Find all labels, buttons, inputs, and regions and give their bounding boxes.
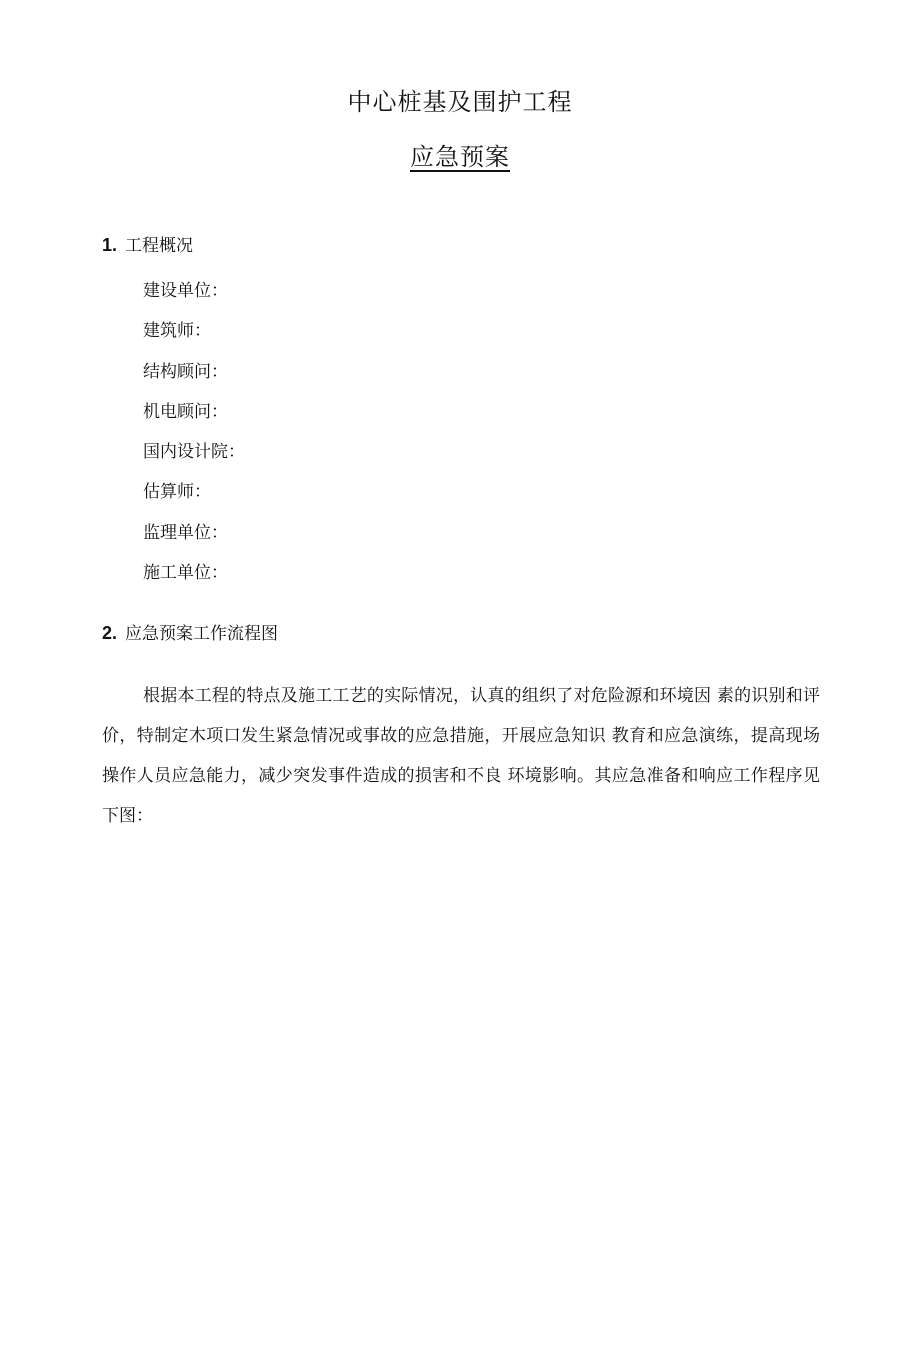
section-1-number: 1.	[102, 235, 118, 255]
project-info-item: 施工单位：	[143, 563, 228, 584]
section-2-heading	[102, 621, 278, 646]
project-info-item: 结构顾问：	[143, 361, 228, 382]
project-info-item: 监理单位：	[143, 522, 228, 543]
section-2-number: 2.	[102, 623, 118, 643]
document-subtitle-text: 应急预案	[410, 143, 510, 171]
project-info-item: 国内设计院：	[143, 442, 245, 463]
document-title: 中心桩基及围护工程	[347, 88, 573, 116]
project-info-list	[143, 278, 245, 600]
section-1-title: 工程概况	[125, 236, 194, 256]
document-subtitle	[0, 142, 920, 172]
section-2-title: 应急预案工作流程图	[125, 624, 279, 644]
project-info-item: 机电顾问：	[143, 401, 228, 422]
section-1-heading	[102, 233, 193, 258]
project-info-item: 建筑师：	[143, 321, 211, 342]
project-info-item: 估算师：	[143, 482, 211, 503]
project-info-item: 建设单位：	[143, 281, 228, 301]
section-2-paragraph: 根据本工程的特点及施工工艺的实际情况，认真的组织了对危险源和环境因 素的识别和评价，特制定木项口发生紧急情况或事故的应急措施，开展应急知识 教育和应急演练，提高现场操作人员应急能力，减少突发事件造成的损害和不良 环境影响。其应急准备和响应工作程序见下图：	[102, 686, 820, 826]
